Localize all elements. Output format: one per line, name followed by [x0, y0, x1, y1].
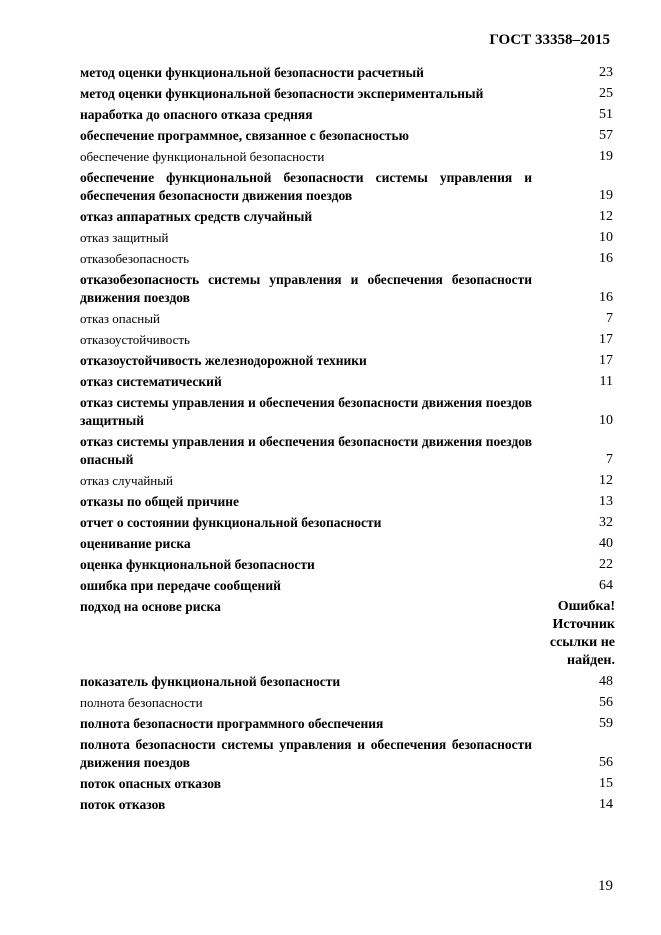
index-entry: [80, 229, 613, 247]
index-term: отказ системы управления и обеспечения безопасности движения поездов опасный: [80, 434, 532, 467]
index-page-number: 57: [599, 128, 613, 143]
index-entry: [80, 106, 613, 124]
index-page-number: 23: [599, 65, 613, 80]
index-page-number: 17: [599, 332, 613, 347]
page-number: 19: [598, 878, 613, 894]
index-page-number: 32: [599, 515, 613, 530]
index-term: отказ опасный: [80, 311, 160, 326]
index-page-number: 12: [599, 473, 613, 488]
term-index: [80, 64, 613, 817]
index-entry: [80, 736, 613, 772]
index-page-number: 12: [599, 209, 613, 224]
index-page-number: 19: [599, 149, 613, 164]
index-entry: [80, 85, 613, 103]
index-entry: [80, 148, 613, 166]
index-term: показатель функциональной безопасности: [80, 674, 341, 689]
index-term: обеспечение функциональной безопасности системы управления и обеспечения безопасности движения поездов: [80, 170, 532, 203]
index-term: отчет о состоянии функциональной безопасности: [80, 515, 382, 530]
index-page-number: 64: [599, 578, 613, 593]
index-entry: [80, 208, 613, 226]
index-entry: [80, 433, 613, 469]
index-page-number: 14: [599, 797, 613, 812]
index-entry: [80, 598, 613, 670]
index-term: отказоустойчивость железнодорожной техники: [80, 353, 367, 368]
index-entry: [80, 127, 613, 145]
index-term: полнота безопасности: [80, 695, 203, 710]
index-page-number: 10: [599, 413, 613, 428]
index-page-number: 7: [606, 311, 613, 326]
index-term: ошибка при передаче сообщений: [80, 578, 281, 593]
index-entry: [80, 535, 613, 553]
index-term: отказоустойчивость: [80, 332, 190, 347]
index-entry: [80, 331, 613, 349]
index-entry: [80, 514, 613, 532]
index-entry: [80, 169, 613, 205]
index-page-number: 16: [599, 290, 613, 305]
index-term: наработка до опасного отказа средняя: [80, 107, 313, 122]
index-term: подход на основе риска: [80, 599, 221, 614]
index-term: метод оценки функциональной безопасности экспериментальный: [80, 86, 484, 101]
index-page-number: 48: [599, 674, 613, 689]
index-entry: [80, 493, 613, 511]
index-term: метод оценки функциональной безопасности расчетный: [80, 65, 424, 80]
index-page-number: 22: [599, 557, 613, 572]
index-page-number: 16: [599, 251, 613, 266]
index-term: отказ системы управления и обеспечения безопасности движения поездов защитный: [80, 395, 532, 428]
index-term: оценивание риска: [80, 536, 191, 551]
index-entry: [80, 673, 613, 691]
index-page-number: 17: [599, 353, 613, 368]
index-entry: [80, 577, 613, 595]
index-term: поток опасных отказов: [80, 776, 221, 791]
index-page-number: 56: [599, 695, 613, 710]
index-term: отказ аппаратных средств случайный: [80, 209, 313, 224]
broken-reference: Ошибка! Источник ссылки не найден.: [549, 599, 615, 668]
index-entry: [80, 775, 613, 793]
index-term: отказ защитный: [80, 230, 169, 245]
index-entry: [80, 715, 613, 733]
index-entry: [80, 556, 613, 574]
index-page-number: 40: [599, 536, 613, 551]
index-page-number: 15: [599, 776, 613, 791]
index-entry: [80, 694, 613, 712]
index-page-number: 19: [599, 188, 613, 203]
index-page-number: 11: [599, 374, 613, 389]
index-term: полнота безопасности программного обеспечения: [80, 716, 384, 731]
index-term: отказ случайный: [80, 473, 173, 488]
index-entry: [80, 373, 613, 391]
index-term: полнота безопасности системы управления и обеспечения безопасности движения поездов: [80, 737, 532, 770]
index-entry: [80, 352, 613, 370]
index-entry: [80, 271, 613, 307]
index-term: обеспечение функциональной безопасности: [80, 149, 325, 164]
index-page-number: 56: [599, 755, 613, 770]
index-entry: [80, 472, 613, 490]
index-page-number: 51: [599, 107, 613, 122]
index-entry: [80, 394, 613, 430]
index-term: поток отказов: [80, 797, 166, 812]
index-term: оценка функциональной безопасности: [80, 557, 315, 572]
index-term: отказ систематический: [80, 374, 222, 389]
index-term: обеспечение программное, связанное с безопасностью: [80, 128, 409, 143]
index-entry: [80, 64, 613, 82]
index-page-number: 59: [599, 716, 613, 731]
index-term: отказобезопасность: [80, 251, 190, 266]
index-page-number: 10: [599, 230, 613, 245]
index-term: отказобезопасность системы управления и обеспечения безопасности движения поездов: [80, 272, 532, 305]
index-entry: [80, 796, 613, 814]
index-page-number: 7: [606, 452, 613, 467]
index-page-number: 25: [599, 86, 613, 101]
index-entry: [80, 310, 613, 328]
index-page-number: 13: [599, 494, 613, 509]
index-entry: [80, 250, 613, 268]
document-header: ГОСТ 33358–2015: [489, 32, 610, 48]
index-term: отказы по общей причине: [80, 494, 240, 509]
